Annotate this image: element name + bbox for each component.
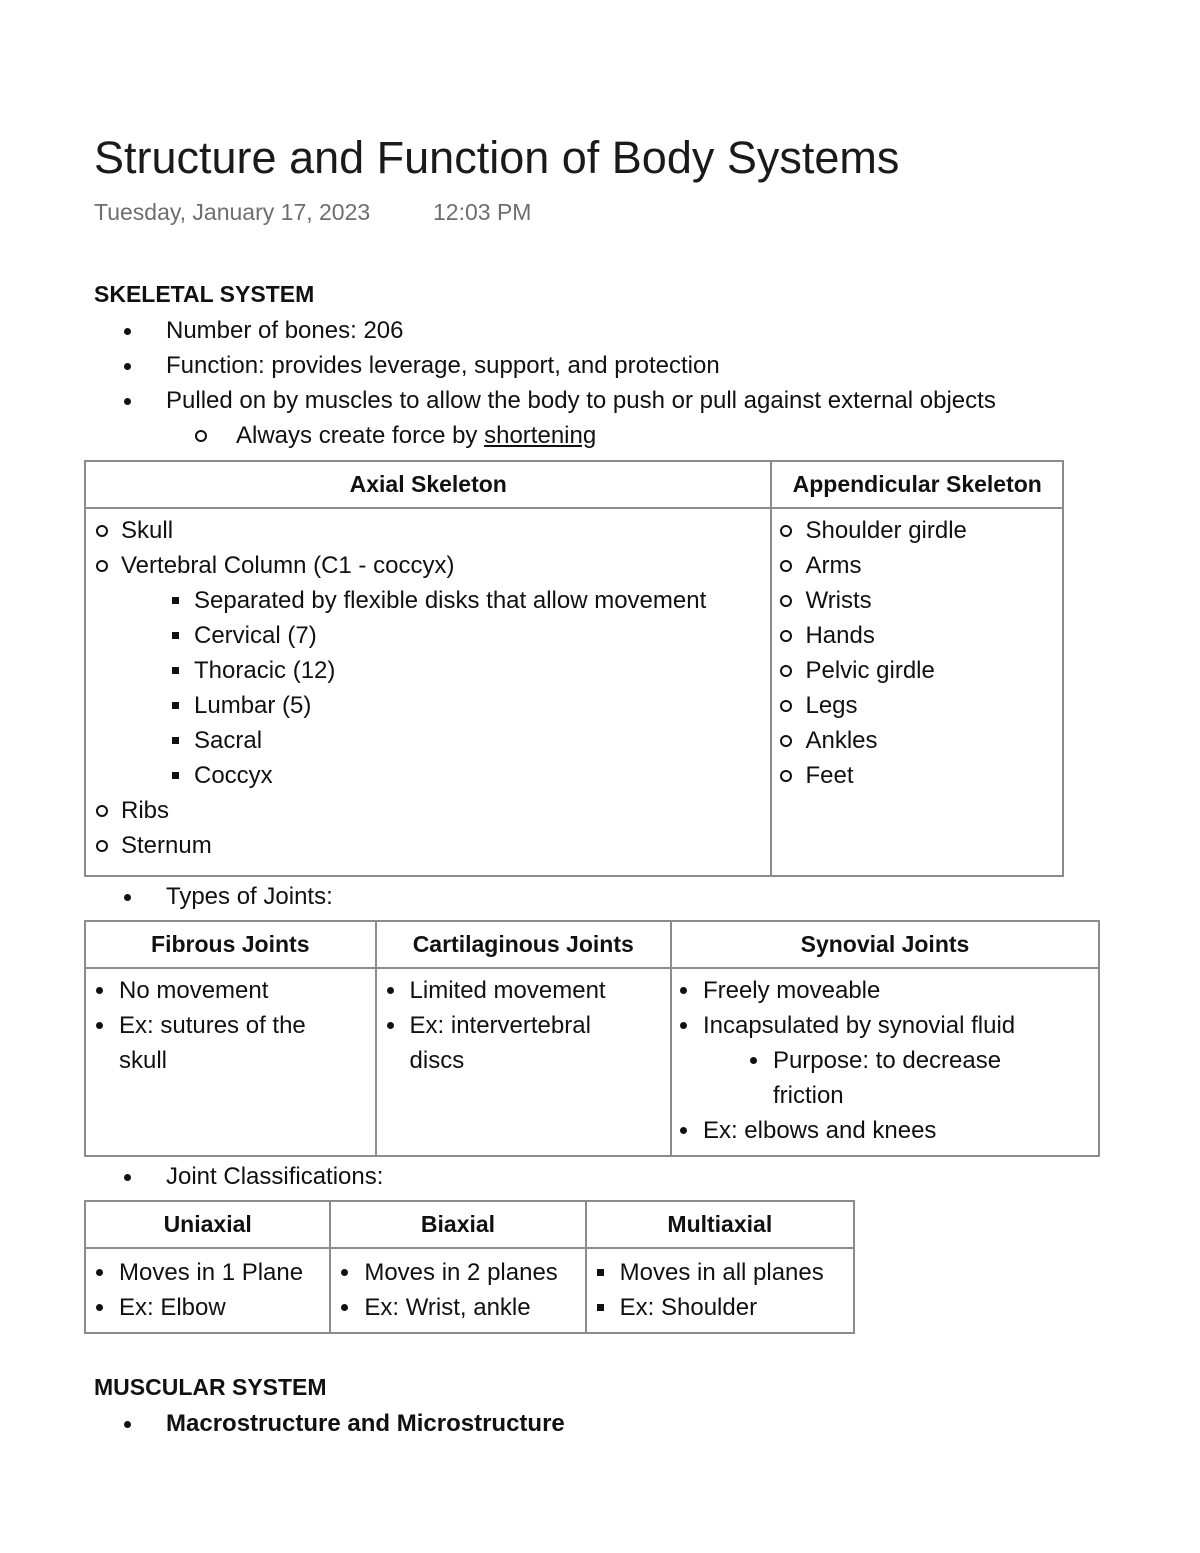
joints-table: [84, 920, 1100, 1157]
list-item: Coccyx: [96, 758, 770, 793]
list-item: Purpose: to decrease friction: [680, 1043, 1090, 1113]
muscular-bullet-text: Macrostructure and Microstructure: [166, 1410, 565, 1437]
bullet-item: [124, 349, 720, 383]
classification-table: [84, 1200, 855, 1334]
bullet-icon: [96, 1269, 103, 1276]
bullet-icon: [124, 1421, 131, 1428]
bullet-icon: [96, 987, 103, 994]
bullet-item: [124, 1160, 383, 1194]
bullet-icon: [124, 363, 131, 370]
skeletal-heading: SKELETAL SYSTEM: [94, 281, 315, 307]
hollow-bullet-icon: [780, 735, 792, 747]
multiaxial-header: Multiaxial: [586, 1201, 854, 1248]
page-date: Tuesday, January 17, 2023: [94, 199, 371, 225]
list-item: Legs: [780, 688, 1062, 723]
list-item: Skull: [96, 513, 770, 548]
list-item: Wrists: [780, 583, 1062, 618]
list-item: Vertebral Column (C1 - coccyx): [96, 548, 770, 583]
axial-header: Axial Skeleton: [85, 461, 771, 508]
bullet-icon: [680, 1127, 687, 1134]
fibrous-cell: [85, 968, 376, 1156]
hollow-bullet-icon: [780, 595, 792, 607]
list-item: Ex: elbows and knees: [680, 1113, 1090, 1148]
list-item: Freely moveable: [680, 973, 1090, 1008]
square-bullet-icon: [172, 737, 179, 744]
biaxial-cell: [330, 1248, 585, 1333]
bullet-item: [124, 880, 333, 914]
list-item: Sacral: [96, 723, 770, 758]
skeleton-table: [84, 460, 1064, 877]
square-bullet-icon: [172, 632, 179, 639]
sub-bullet-text: [236, 422, 596, 450]
list-item: Moves in 2 planes: [341, 1255, 580, 1290]
sub-bullet-item: [195, 419, 596, 453]
square-bullet-icon: [172, 772, 179, 779]
list-item: Ex: Wrist, ankle: [341, 1290, 580, 1325]
list-item: Lumbar (5): [96, 688, 770, 723]
hollow-bullet-icon: [780, 630, 792, 642]
hollow-bullet-icon: [96, 805, 108, 817]
classifications-label: Joint Classifications:: [166, 1163, 384, 1190]
list-item: Arms: [780, 548, 1062, 583]
hollow-bullet-icon: [780, 700, 792, 712]
bullet-text: Pulled on by muscles to allow the body to push or pull against external objects: [166, 387, 996, 414]
synovial-header: Synovial Joints: [671, 921, 1099, 968]
bullet-icon: [341, 1269, 348, 1276]
bullet-icon: [750, 1057, 757, 1064]
uniaxial-header: Uniaxial: [85, 1201, 330, 1248]
hollow-bullet-icon: [96, 560, 108, 572]
list-item: Ribs: [96, 793, 770, 828]
list-item: Ex: Shoulder: [597, 1290, 849, 1325]
hollow-bullet-icon: [96, 525, 108, 537]
biaxial-header: Biaxial: [330, 1201, 585, 1248]
list-item: Ex: sutures of the skull: [96, 1008, 367, 1078]
bullet-icon: [96, 1022, 103, 1029]
list-item: Cervical (7): [96, 618, 770, 653]
hollow-bullet-icon: [195, 430, 207, 442]
bullet-icon: [124, 1174, 131, 1181]
joints-label: Types of Joints:: [166, 883, 333, 910]
cartilaginous-cell: [376, 968, 671, 1156]
bullet-item: [124, 314, 403, 348]
synovial-cell: [671, 968, 1099, 1156]
list-item: Ankles: [780, 723, 1062, 758]
list-item: Hands: [780, 618, 1062, 653]
list-item: No movement: [96, 973, 367, 1008]
uniaxial-cell: [85, 1248, 330, 1333]
list-item: Thoracic (12): [96, 653, 770, 688]
fibrous-header: Fibrous Joints: [85, 921, 376, 968]
list-item: Sternum: [96, 828, 770, 863]
list-item: Moves in all planes: [597, 1255, 849, 1290]
list-item: Ex: intervertebral discs: [387, 1008, 662, 1078]
list-item: Pelvic girdle: [780, 653, 1062, 688]
hollow-bullet-icon: [96, 840, 108, 852]
hollow-bullet-icon: [780, 560, 792, 572]
hollow-bullet-icon: [780, 665, 792, 677]
square-bullet-icon: [172, 702, 179, 709]
hollow-bullet-icon: [780, 525, 792, 537]
bullet-icon: [124, 894, 131, 901]
bullet-icon: [341, 1304, 348, 1311]
appendicular-cell: [771, 508, 1063, 876]
bullet-icon: [124, 398, 131, 405]
square-bullet-icon: [172, 667, 179, 674]
bullet-text: Function: provides leverage, support, and protection: [166, 352, 720, 379]
cartilaginous-header: Cartilaginous Joints: [376, 921, 671, 968]
square-bullet-icon: [597, 1304, 604, 1311]
appendicular-header: Appendicular Skeleton: [771, 461, 1063, 508]
list-item: Moves in 1 Plane: [96, 1255, 325, 1290]
bullet-icon: [680, 1022, 687, 1029]
bullet-icon: [387, 1022, 394, 1029]
square-bullet-icon: [172, 597, 179, 604]
list-item: Incapsulated by synovial fluid: [680, 1008, 1090, 1043]
list-item: Ex: Elbow: [96, 1290, 325, 1325]
page-time: 12:03 PM: [433, 199, 532, 225]
list-item: Separated by flexible disks that allow movement: [96, 583, 770, 618]
bullet-item: [124, 384, 996, 418]
bullet-icon: [124, 328, 131, 335]
list-item: Shoulder girdle: [780, 513, 1062, 548]
axial-cell: [85, 508, 771, 876]
hollow-bullet-icon: [780, 770, 792, 782]
bullet-text: Number of bones: 206: [166, 317, 404, 344]
square-bullet-icon: [597, 1269, 604, 1276]
bullet-icon: [96, 1304, 103, 1311]
list-item: Limited movement: [387, 973, 662, 1008]
bullet-icon: [387, 987, 394, 994]
sub-bullet-prefix: Always create force by: [236, 422, 485, 449]
underlined-word: shortening: [484, 422, 597, 449]
list-item: Feet: [780, 758, 1062, 793]
bullet-icon: [680, 987, 687, 994]
page-title: Structure and Function of Body Systems: [94, 132, 900, 183]
muscular-heading: MUSCULAR SYSTEM: [94, 1374, 327, 1400]
bullet-item: [124, 1407, 565, 1441]
multiaxial-cell: [586, 1248, 854, 1333]
